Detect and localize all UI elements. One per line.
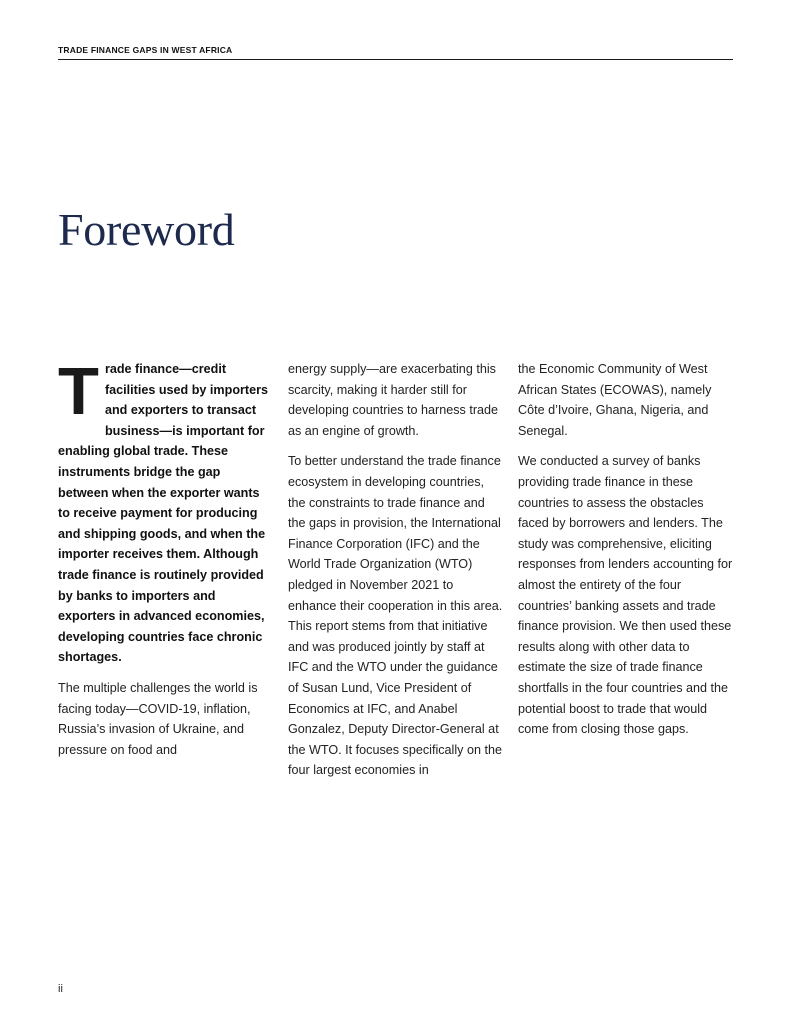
drop-cap: T (58, 354, 99, 429)
text-column-1 (58, 354, 274, 770)
body-paragraph: The multiple challenges the world is facing today—COVID-19, inflation, Russia’s invasion of Ukraine, and pressure on food and (58, 680, 258, 757)
page-title: Foreword (58, 204, 235, 255)
body-paragraph: energy supply—are exacerbating this scarcity, making it harder still for developing countries to harness trade as an engine of growth. (288, 362, 499, 438)
body-paragraph: We conducted a survey of banks providing trade finance in these countries to assess the obstacles faced by borrowers and lenders. The study was comprehensive, eliciting responses from lenders accounting for almost the entirety of the four countries’ banking assets and trade finance provision. We then used these results along with other data to estimate the size of trade finance shortfalls in the four countries and the potential boost to trade that would come from closing those gaps. (518, 454, 733, 737)
text-column-2 (288, 359, 504, 791)
lead-text: rade finance—credit facilities used by importers and exporters to transact business—is important for enabling global trade. These instruments bridge the gap between when the exporter wants to receive payment for producing and shipping goods, and when the importer receives them. Although trade finance is routinely provided by banks to importers and exporters in advanced economies, developing countries face chronic shortages. (58, 362, 269, 665)
lead-paragraph (58, 354, 274, 668)
body-paragraph: To better understand the trade finance ecosystem in developing countries, the constraints to trade finance and the gaps in provision, the International Finance Corporation (IFC) and the World Trade Organization (WTO) pledged in November 2021 to enhance their cooperation in this area. This report stems from that initiative and was produced jointly by staff at IFC and the WTO under the guidance of Susan Lund, Vice President of Economics at IFC, and Anabel Gonzalez, Deputy Director-General at the WTO. It focuses specifically on the four largest economies in (288, 454, 503, 778)
body-paragraph: the Economic Community of West African States (ECOWAS), namely Côte d’Ivoire, Ghana, Nigeria, and Senegal. (518, 362, 712, 438)
text-column-3 (518, 359, 734, 750)
running-header: TRADE FINANCE GAPS IN WEST AFRICA (58, 45, 733, 60)
page-number: ii (58, 983, 63, 995)
